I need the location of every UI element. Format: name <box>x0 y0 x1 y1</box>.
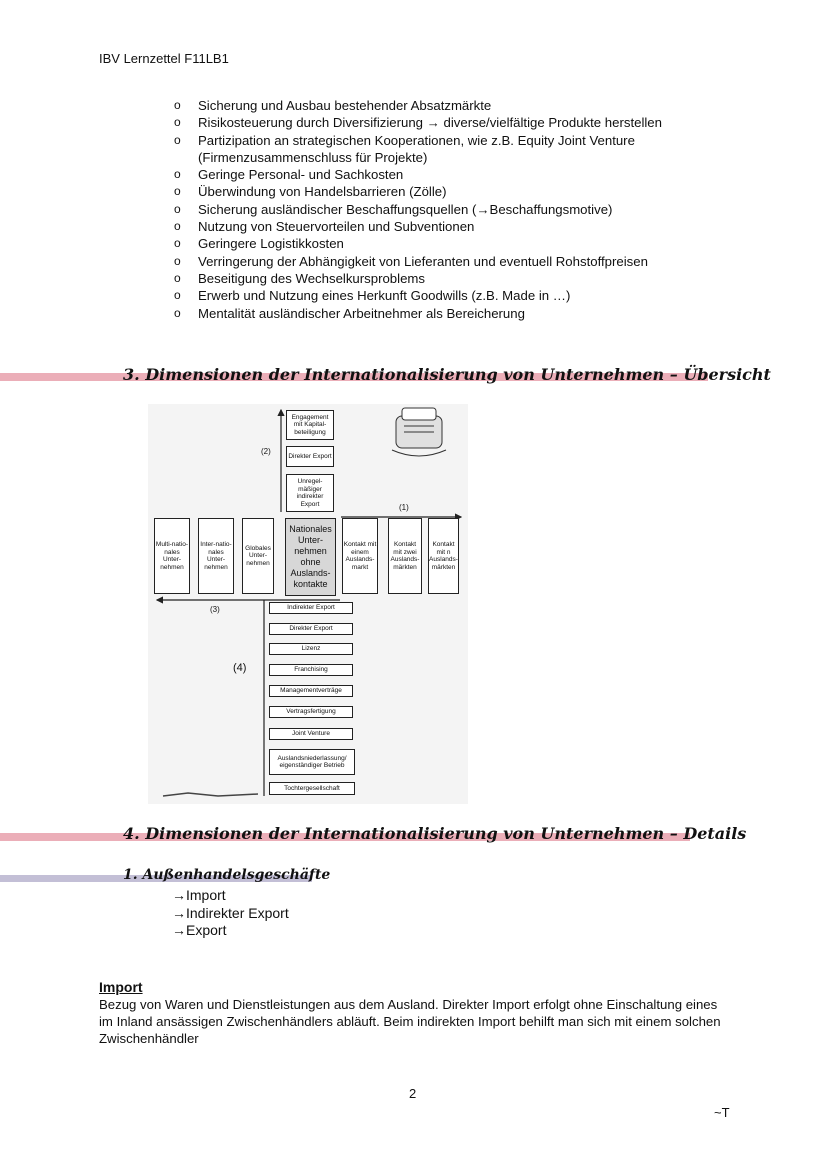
label-4: (4) <box>233 662 247 674</box>
box-global: Globales Unter-nehmen <box>242 518 274 594</box>
box-multinational: Multi-natio-nales Unter-nehmen <box>154 518 190 594</box>
motives-list <box>172 97 732 322</box>
box-lizenz: Lizenz <box>269 643 353 655</box>
box-managementvertraege: Managementverträge <box>269 685 353 697</box>
box-kontakt-zwei: Kontakt mit zwei Auslands-märkten <box>388 518 422 594</box>
subsection1-title: 1. Außenhandelsgeschäfte <box>123 867 331 883</box>
box-franchising: Franchising <box>269 664 353 676</box>
list-item: →Import <box>172 887 226 903</box>
list-item: o Nutzung von Steuervorteilen und Subventionen <box>172 218 732 235</box>
box-national: Nationales Unter-nehmen ohne Auslands-kontakte <box>285 518 336 596</box>
internationalization-diagram <box>148 404 468 804</box>
box-direkter-export-top: Direkter Export <box>286 446 334 467</box>
box-unregelmaessiger-export: Unregel-mäßiger indirekter Export <box>286 474 334 512</box>
section4-title: 4. Dimensionen der Internationalisierung von Unternehmen – Details <box>123 824 747 843</box>
box-kontakt-n: Kontakt mit n Auslands-märkten <box>428 518 459 594</box>
import-paragraph: Bezug von Waren und Dienstleistungen aus dem Ausland. Direkter Import erfolgt ohne Einschaltung eines im Inland ansässigen Zwischenhändlers abläuft. Beim indirekten Import behilft man sich mit einem solchen Zwischenhändler <box>99 997 721 1046</box>
list-item: →Indirekter Export <box>172 904 289 921</box>
list-item: o Sicherung und Ausbau bestehender Absatzmärkte <box>172 97 732 114</box>
list-item: o Partizipation an strategischen Kooperationen, wie z.B. Equity Joint Venture (Firmenzusammenschluss für Projekte) <box>172 132 732 167</box>
box-direkter-export: Direkter Export <box>269 623 353 635</box>
list-item: o Sicherung ausländischer Beschaffungsquellen (→Beschaffungsmotive) <box>172 201 732 218</box>
box-tochtergesellschaft: Tochtergesellschaft <box>269 782 355 795</box>
list-item: o Verringerung der Abhängigkeit von Lieferanten und eventuell Rohstoffpreisen <box>172 253 732 270</box>
ship-illustration <box>392 408 446 456</box>
list-item: o Beseitigung des Wechselkursproblems <box>172 270 732 287</box>
list-item: →Export <box>172 922 227 938</box>
import-heading: Import <box>99 979 143 995</box>
page-number: 2 <box>409 1086 417 1101</box>
page-header: IBV Lernzettel F11LB1 <box>99 51 229 66</box>
box-vertragsfertigung: Vertragsfertigung <box>269 706 353 718</box>
box-engagement: Engagement mit Kapital-beteiligung <box>286 410 334 440</box>
corner-mark: ~T <box>714 1105 730 1120</box>
box-auslandsniederlassung: Auslandsniederlassung/ eigenständiger Betrieb <box>269 749 355 775</box>
list-item: o Überwindung von Handelsbarrieren (Zölle) <box>172 183 732 200</box>
trade-types-list <box>172 887 289 940</box>
label-3: (3) <box>210 605 220 614</box>
box-joint-venture: Joint Venture <box>269 728 353 740</box>
list-item: o Erwerb und Nutzung eines Herkunft Goodwills (z.B. Made in …) <box>172 287 732 304</box>
box-kontakt-einem: Kontakt mit einem Auslands-markt <box>342 518 378 594</box>
label-2: (2) <box>261 447 271 456</box>
list-item: o Geringere Logistikkosten <box>172 235 732 252</box>
list-item: o Geringe Personal- und Sachkosten <box>172 166 732 183</box>
box-indirekter-export: Indirekter Export <box>269 602 353 614</box>
label-1: (1) <box>399 503 409 512</box>
list-item: o Risikosteuerung durch Diversifizierung → diverse/vielfältige Produkte herstellen <box>172 114 732 131</box>
section3-title: 3. Dimensionen der Internationalisierung von Unternehmen – Übersicht <box>123 365 771 384</box>
box-international: Inter-natio-nales Unter-nehmen <box>198 518 234 594</box>
list-item: o Mentalität ausländischer Arbeitnehmer als Bereicherung <box>172 305 732 322</box>
